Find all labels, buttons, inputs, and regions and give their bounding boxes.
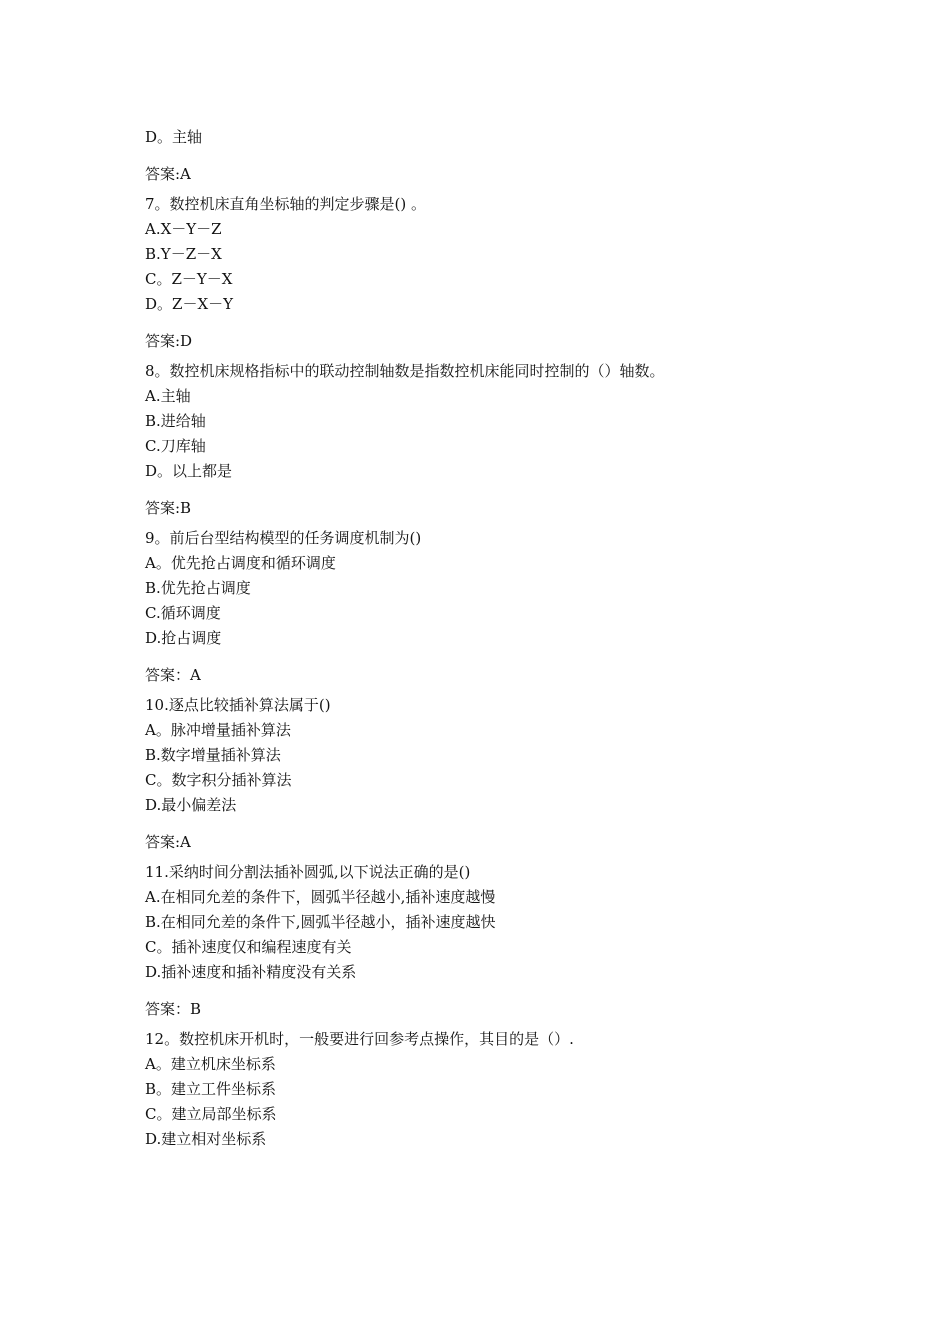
answer-10: 答案:A	[145, 833, 191, 851]
question-7-option-a: A.X－Y－Z	[145, 220, 222, 238]
question-12-option-d: D.建立相对坐标系	[145, 1130, 267, 1148]
question-12-option-c: C。建立局部坐标系	[145, 1105, 277, 1123]
question-11-option-c: C。插补速度仅和编程速度有关	[145, 938, 352, 956]
question-11-option-a: A.在相同允差的条件下，圆弧半径越小,插补速度越慢	[145, 888, 496, 906]
question-12-option-b: B。建立工件坐标系	[145, 1080, 277, 1098]
question-8-option-c: C.刀库轴	[145, 437, 206, 455]
question-8-option-b: B.进给轴	[145, 412, 206, 430]
question-10-option-a: A。脉冲增量插补算法	[145, 721, 291, 739]
question-8-option-a: A.主轴	[145, 387, 191, 405]
question-9-option-b: B.优先抢占调度	[145, 579, 251, 597]
question-9-option-c: C.循环调度	[145, 604, 221, 622]
answer-11: 答案：B	[145, 1000, 202, 1018]
question-10-option-c: C。数字积分插补算法	[145, 771, 292, 789]
question-7-option-b: B.Y－Z－X	[145, 245, 222, 263]
answer-8: 答案:B	[145, 499, 192, 517]
question-7-stem: 7。数控机床直角坐标轴的判定步骤是() 。	[145, 195, 427, 213]
answer-7: 答案:D	[145, 332, 193, 350]
question-8-option-d: D。以上都是	[145, 462, 233, 480]
question-10-option-d: D.最小偏差法	[145, 796, 237, 814]
document-content	[145, 125, 845, 1152]
question-11-stem: 11.采纳时间分割法插补圆弧,以下说法正确的是()	[145, 863, 471, 881]
question-9-option-a: A。优先抢占调度和循环调度	[145, 554, 336, 572]
question-12-stem: 12。数控机床开机时，一般要进行回参考点操作，其目的是（）.	[145, 1030, 574, 1048]
question-7-option-d: D。Z－X－Y	[145, 295, 234, 313]
question-7-option-c: C。Z－Y－X	[145, 270, 233, 288]
question-11-option-d: D.插补速度和插补精度没有关系	[145, 963, 357, 981]
question-8-stem: 8。数控机床规格指标中的联动控制轴数是指数控机床能同时控制的（）轴数。	[145, 362, 665, 380]
question-10-option-b: B.数字增量插补算法	[145, 746, 281, 764]
option-d-prev: D。主轴	[145, 128, 203, 146]
question-9-stem: 9。前后台型结构模型的任务调度机制为()	[145, 529, 422, 547]
answer-9: 答案：A	[145, 666, 201, 684]
question-11-option-b: B.在相同允差的条件下,圆弧半径越小，插补速度越快	[145, 913, 496, 931]
question-9-option-d: D.抢占调度	[145, 629, 222, 647]
answer-6: 答案:A	[145, 165, 191, 183]
question-12-option-a: A。建立机床坐标系	[145, 1055, 276, 1073]
question-10-stem: 10.逐点比较插补算法属于()	[145, 696, 331, 714]
